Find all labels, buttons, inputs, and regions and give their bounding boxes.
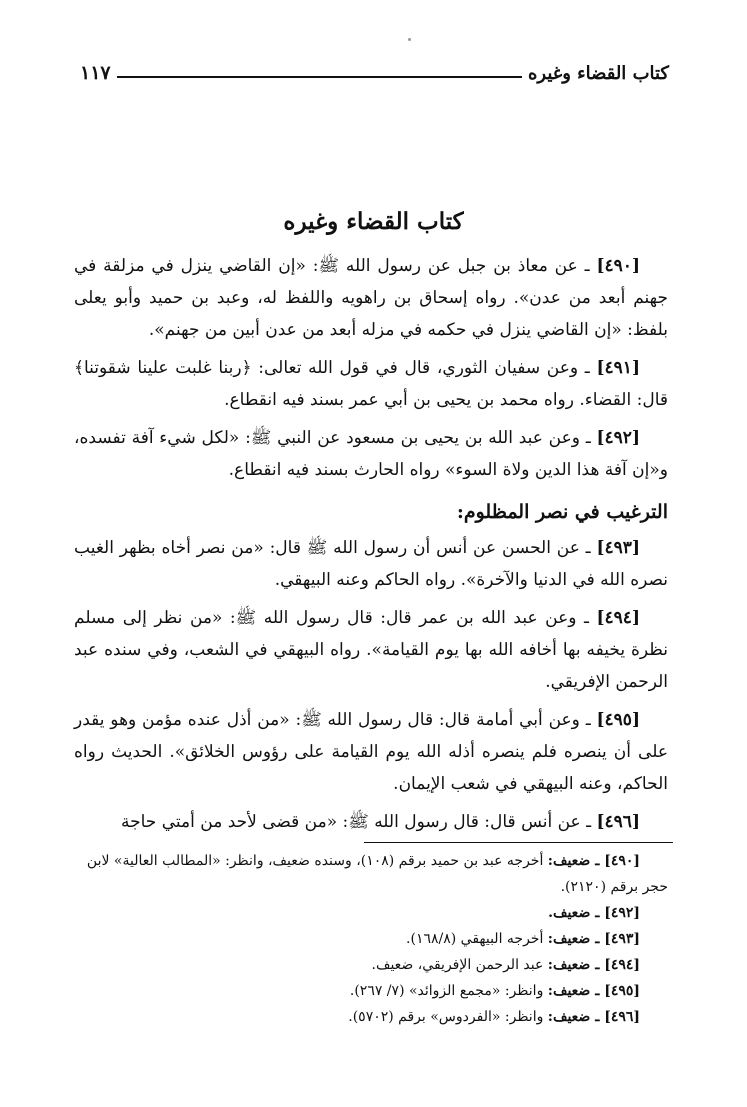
hadith-number: [٤٩١] — [596, 358, 640, 378]
hadith-number: [٤٩٤] — [596, 608, 640, 628]
footnote-number: [٤٩٣] — [604, 931, 640, 947]
hadith-496 — [74, 806, 668, 838]
hadith-text: ـ وعن عبد الله بن عمر قال: قال رسول الله ﷺ: «من نظر إلى مسلم نظرة يخيفه بها أخافه الله بها يوم القيامة». رواه البيهقي في الشعب، وفي سنده عبد الرحمن الإفريقي. — [74, 608, 668, 692]
footnote-grade: ـ ضعيف. — [548, 905, 605, 921]
footnote-number: [٤٩٤] — [604, 957, 640, 973]
footnote-grade: ـ ضعيف: — [547, 957, 605, 973]
footnotes — [74, 848, 668, 1030]
hadith-text: ـ وعن أبي أمامة قال: قال رسول الله ﷺ: «من أذل عنده مؤمن وهو يقدر على أن ينصره فلم ينصره أذله الله يوم القيامة على رؤوس الخلائق». الحديث رواه الحاكم، وعنه البيهقي في شعب الإيمان. — [74, 710, 668, 794]
hadith-number: [٤٩٢] — [596, 428, 640, 448]
footnote-492 — [74, 900, 668, 926]
hadith-491 — [74, 352, 668, 416]
page-number: ١١٧ — [80, 62, 111, 84]
footnote-494 — [74, 952, 668, 978]
footnote-496 — [74, 1004, 668, 1030]
running-header — [80, 58, 669, 84]
hadith-text: ـ وعن عبد الله بن يحيى بن مسعود عن النبي ﷺ: «لكل شيء آفة تفسده، و«إن آفة هذا الدين ولاة السوء» رواه الحارث بسند فيه انقطاع. — [74, 428, 668, 480]
footnote-text: أخرجه عبد بن حميد برقم (١٠٨)، وسنده ضعيف، وانظر: «المطالب العالية» لابن حجر برقم (٢١٢٠). — [86, 853, 668, 895]
footnote-grade: ـ ضعيف: — [547, 853, 605, 869]
footnote-number: [٤٩٦] — [604, 1009, 640, 1025]
chapter-title: كتاب القضاء وغيره — [283, 208, 464, 235]
section-heading: الترغيب في نصر المظلوم: — [456, 501, 668, 523]
footnote-number: [٤٩٠] — [604, 853, 640, 869]
footnote-grade: ـ ضعيف: — [547, 1009, 605, 1025]
hadith-494 — [74, 602, 668, 698]
header-rule — [117, 76, 522, 78]
footnote-text: عبد الرحمن الإفريقي، ضعيف. — [371, 957, 548, 973]
hadith-number: [٤٩٠] — [596, 256, 640, 276]
footnote-grade: ـ ضعيف: — [547, 983, 605, 999]
body-text — [74, 250, 668, 844]
hadith-text: ـ عن معاذ بن جبل عن رسول الله ﷺ: «إن القاضي ينزل في مزلقة في جهنم أبعد من عدن». رواه إسحاق بن راهويه واللفظ له، وعبد بن حميد وأبو يعلى بلفظ: «إن القاضي ينزل في حكمه في مزله أبعد من عدن أبين من جهنم». — [74, 256, 668, 340]
hadith-text: ـ عن أنس قال: قال رسول الله ﷺ: «من قضى لأحد من أمتي حاجة — [121, 812, 597, 832]
hadith-493 — [74, 532, 668, 596]
footnote-grade: ـ ضعيف: — [547, 931, 605, 947]
hadith-number: [٤٩٦] — [596, 812, 640, 832]
footnote-text: وانظر: «الفردوس» برقم (٥٧٠٢). — [348, 1009, 548, 1025]
hadith-495 — [74, 704, 668, 800]
running-title: كتاب القضاء وغيره — [527, 63, 669, 84]
footnote-490 — [74, 848, 668, 900]
footnote-text: أخرجه البيهقي (١٦٨/٨). — [406, 931, 548, 947]
footnote-number: [٤٩٥] — [604, 983, 640, 999]
hadith-number: [٤٩٥] — [596, 710, 640, 730]
footnote-493 — [74, 926, 668, 952]
hadith-number: [٤٩٣] — [596, 538, 640, 558]
hadith-text: ـ وعن سفيان الثوري، قال في قول الله تعالى: ﴿ربنا غلبت علينا شقوتنا﴾ قال: القضاء. رواه محمد بن يحيى بن أبي عمر بسند فيه انقطاع. — [74, 358, 668, 410]
hadith-text: ـ عن الحسن عن أنس أن رسول الله ﷺ قال: «من نصر أخاه بظهر الغيب نصره الله في الدنيا والآخرة». رواه الحاكم وعنه البيهقي. — [74, 538, 668, 590]
hadith-490 — [74, 250, 668, 346]
footnote-number: [٤٩٢] — [604, 905, 640, 921]
footnote-divider — [364, 842, 673, 843]
scan-speck — [408, 38, 411, 41]
hadith-492 — [74, 422, 668, 486]
footnote-495 — [74, 978, 668, 1004]
footnote-text: وانظر: «مجمع الزوائد» (٧/ ٢٦٧). — [349, 983, 548, 999]
